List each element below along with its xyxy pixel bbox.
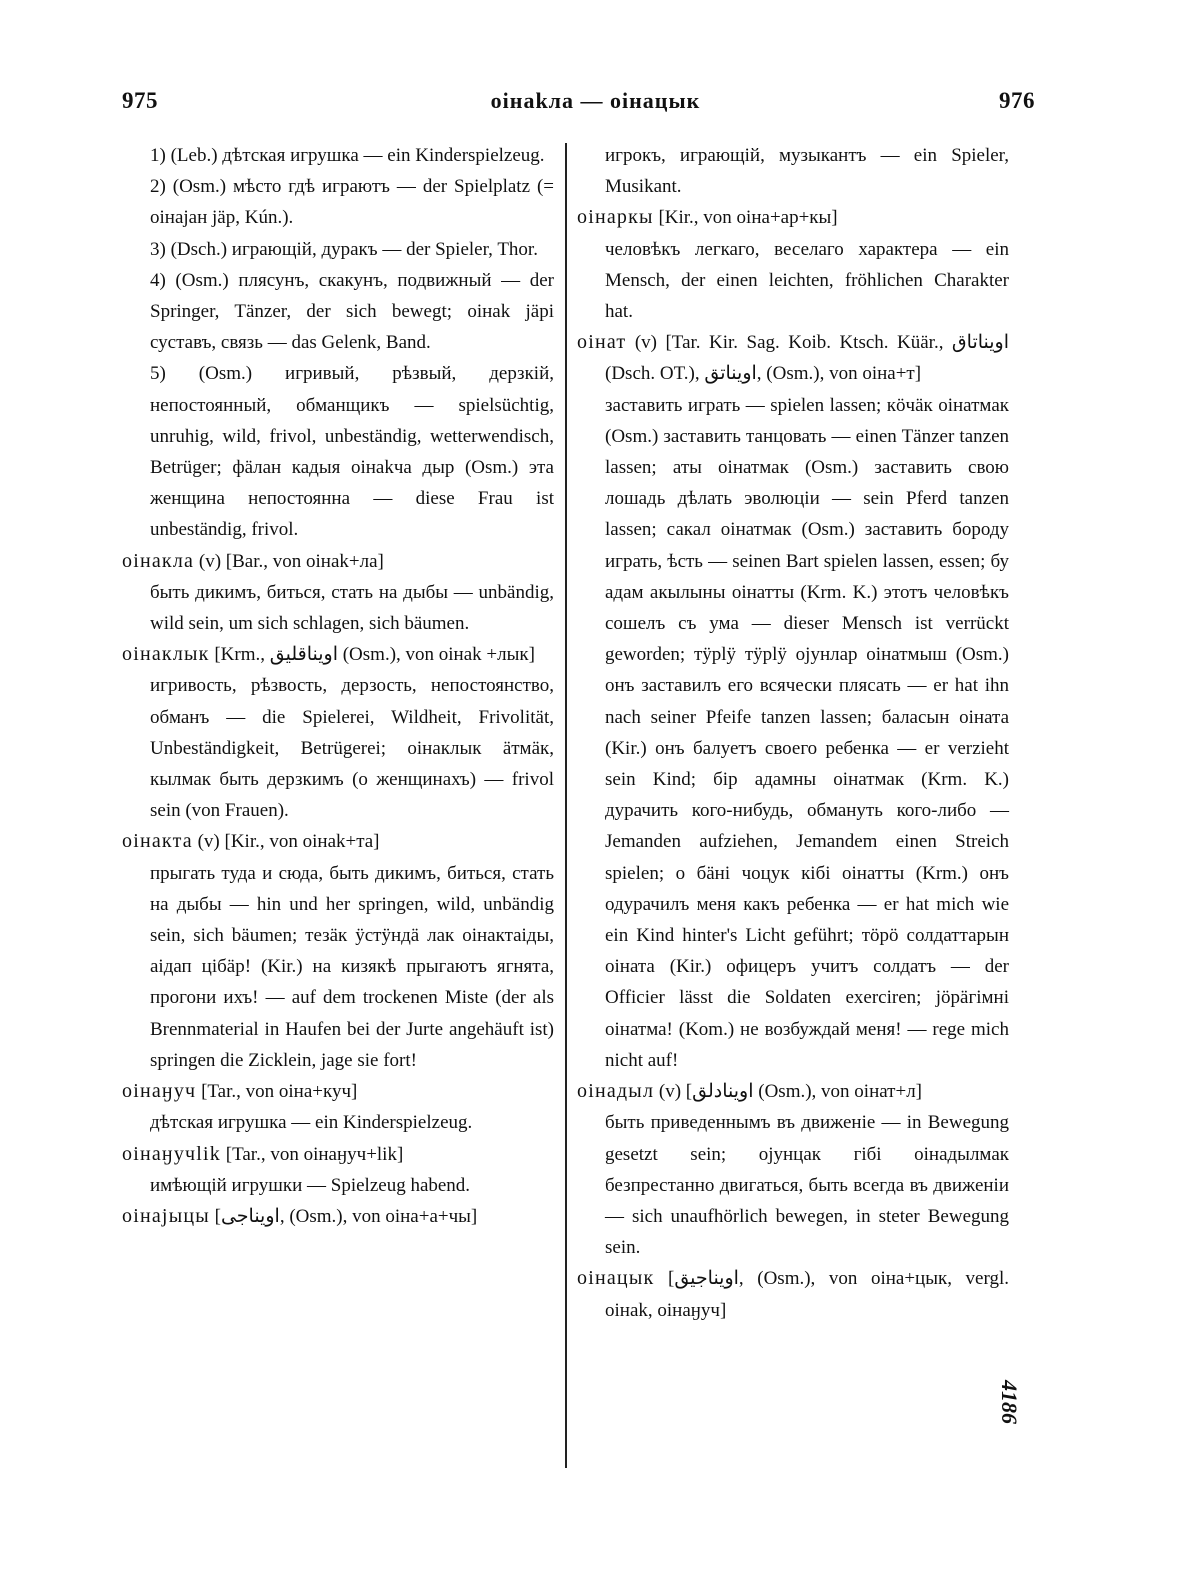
dictionary-entry — [577, 202, 1009, 233]
entry-definition: игрокъ, играющій, музыкантъ — ein Spieler, Musikant. — [605, 145, 1009, 198]
dictionary-entry — [122, 826, 554, 857]
headword: oiнаркы — [577, 206, 654, 229]
entry-etymology: (v) [Kir., von oiнak+та] — [197, 831, 380, 853]
dictionary-entry — [122, 1139, 554, 1170]
running-title: oiнakлa — oiнaцык — [490, 88, 701, 113]
entry-etymology: [اويناجيق, (Osm.), von oiна+цык, vergl. oiнak, oiнаӈуч] — [605, 1268, 1010, 1321]
entry-definition: человѣкъ легкаго, веселаго характера — ein Mensch, der einen leichten, fröhlichen Charakter hat. — [605, 238, 1009, 323]
entry-definition: быть приведеннымъ въ движеніе — in Bewegung gesetzt sein; ojунцак гiбi oiнадылмак безпрестанно двигаться, быть всегда въ движеніи — sich unaufhörlich bewegen, in steter Bewegung sein. — [605, 1112, 1009, 1259]
page-number-right: 976 — [999, 88, 1035, 113]
entry-etymology: [اويناجى, (Osm.), von oiна+а+чы] — [214, 1205, 478, 1227]
headword: oiнацык — [577, 1267, 655, 1290]
dictionary-entry — [577, 1263, 1009, 1325]
entry-etymology: [Tar., von oiнаӈуч+lik] — [225, 1143, 404, 1165]
numbered-sense: 1) (Leb.) дѣтская игрушка — ein Kinderspielzeug. — [150, 145, 545, 166]
entry-etymology: (v) [اوينادلق (Osm.), von oiнат+л] — [658, 1081, 923, 1103]
headword: oiнаклык — [122, 643, 210, 666]
entry-etymology: [Kir., von oiна+ар+кы] — [658, 207, 838, 229]
entry-definition: имѣющій игрушки — Spielzeug habend. — [150, 1174, 471, 1196]
column-divider — [565, 143, 567, 1468]
headword: oiнакта — [122, 830, 193, 853]
headword: oiнаjыцы — [122, 1204, 210, 1227]
entry-definition: быть дикимъ, биться, стать на дыбы — unbändig, wild sein, um sich schlagen, sich bäumen. — [150, 581, 554, 635]
right-column — [577, 140, 1009, 1326]
numbered-sense: 5) (Osm.) игривый, рѣзвый, дерзкій, непостоянный, обманщикъ — spielsüchtig, unruhig, wild, frivol, unbeständig, wetterwendisch, Betrüger; фäлан кадыя oiнakча дыр (Osm.) эта женщина непостоянна — diese Frau ist unbeständig, frivol. — [150, 363, 554, 541]
dictionary-entry — [122, 546, 554, 577]
left-column — [122, 140, 554, 1232]
headword: oiнаӈучlik — [122, 1142, 222, 1165]
dictionary-entry — [577, 1076, 1009, 1107]
dictionary-entry — [122, 1076, 554, 1107]
dictionary-entry — [577, 327, 1009, 389]
dictionary-entry — [122, 639, 554, 670]
dictionary-entry — [122, 1201, 554, 1232]
headword: oiнадыл — [577, 1080, 655, 1103]
headword: oiнакла — [122, 549, 195, 572]
numbered-sense: 3) (Dsch.) играющій, дуракъ — der Spieler, Thor. — [150, 238, 538, 260]
entry-etymology: [Krm., اويناقليق (Osm.), von oiнak +лык] — [214, 644, 535, 666]
entry-definition: заставить играть — spielen lassen; кöчäк oiнатмак (Osm.) заставить танцовать — einen Tänzer tanzen lassen; аты oiнатмак (Osm.) заставить свою лошадь дѣлать эволюціи — sein Pferd tanzen lassen; сакал oiнатмак (Osm.) заставить бороду играть, ѣсть — seinen Bart spielen lassen, essen; бу адам акылыны oiнатты (Krm. K.) этотъ человѣкъ сошелъ съ ума — dieser Mensch ist verrückt geworden; тӱрlӱ тӱрlӱ ojунлар oiнатмыш (Osm.) онъ заставилъ его всячески плясать — er hat ihn nach seiner Pfeife tanzen lassen; баласын oiната (Kir.) онъ балуетъ своего ребенка — er verzieht sein Kind; бiр адамны oiнатмак (Krm. K.) дурачить кого-нибудь, обмануть кого-либо — Jemanden aufziehen, Jemandem einen Streich spielen; о бäнi чоцук кiбi oiнатты (Krm.) онъ одурачилъ меня какъ ребенка — er hat mich wie ein Kind hinter's Licht geführt; тӧрӧ солдаттарын oiната (Kir.) офицеръ учитъ солдатъ — der Officier lässt die Soldaten exerciren; jӧрäгiмнi oiнатма! (Kom.) не возбуждай меня! — rege mich nicht auf! — [605, 394, 1009, 1071]
numbered-sense: 4) (Osm.) плясунъ, скакунъ, подвижный — der Springer, Tänzer, der sich bewegt; oiнak jäpi суставъ, связь — das Gelenk, Band. — [150, 269, 554, 354]
entry-etymology: (v) [Tar. Kir. Sag. Koib. Ktsch. Küär., اويناتاق (Dsch. OT.), اويناتق, (Osm.), von oiна+т] — [605, 332, 1010, 385]
page-number-left: 975 — [122, 88, 158, 113]
entry-etymology: [Tar., von oiна+куч] — [201, 1081, 358, 1103]
entry-definition: прыгать туда и сюда, быть дикимъ, биться, стать на дыбы — hin und her springen, wild, unbändig sein, sich bäumen; тезäк ӱстӱндä лак oiнaктаiды, aiдап цiбäр! (Kir.) на кизякѣ прыгаютъ ягнята, прогони ихъ! — auf dem trockenen Miste (der als Brennmaterial in Haufen bei der Jurte angehäuft ist) springen die Zicklein, jage sie fort! — [150, 862, 554, 1071]
entry-etymology: (v) [Bar., von oiнak+ла] — [198, 550, 384, 572]
entry-definition: дѣтская игрушка — ein Kinderspielzeug. — [150, 1112, 473, 1134]
entry-definition: игривость, рѣзвость, дерзость, непостоянство, обманъ — die Spielerei, Wildheit, Frivolität, Unbeständigkeit, Betrügerei; oiнaклык äтмäк, кылмак быть дерзкимъ (о женщинахъ) — frivol sein (von Frauen). — [150, 675, 554, 822]
headword: oiнат — [577, 331, 627, 354]
numbered-sense: 2) (Osm.) мѣсто гдѣ играютъ — der Spielplatz (= oiнajaн jäр, Kún.). — [150, 176, 554, 229]
headword: oiнаӈуч — [122, 1080, 197, 1103]
margin-note: 4186 — [997, 1380, 1022, 1424]
